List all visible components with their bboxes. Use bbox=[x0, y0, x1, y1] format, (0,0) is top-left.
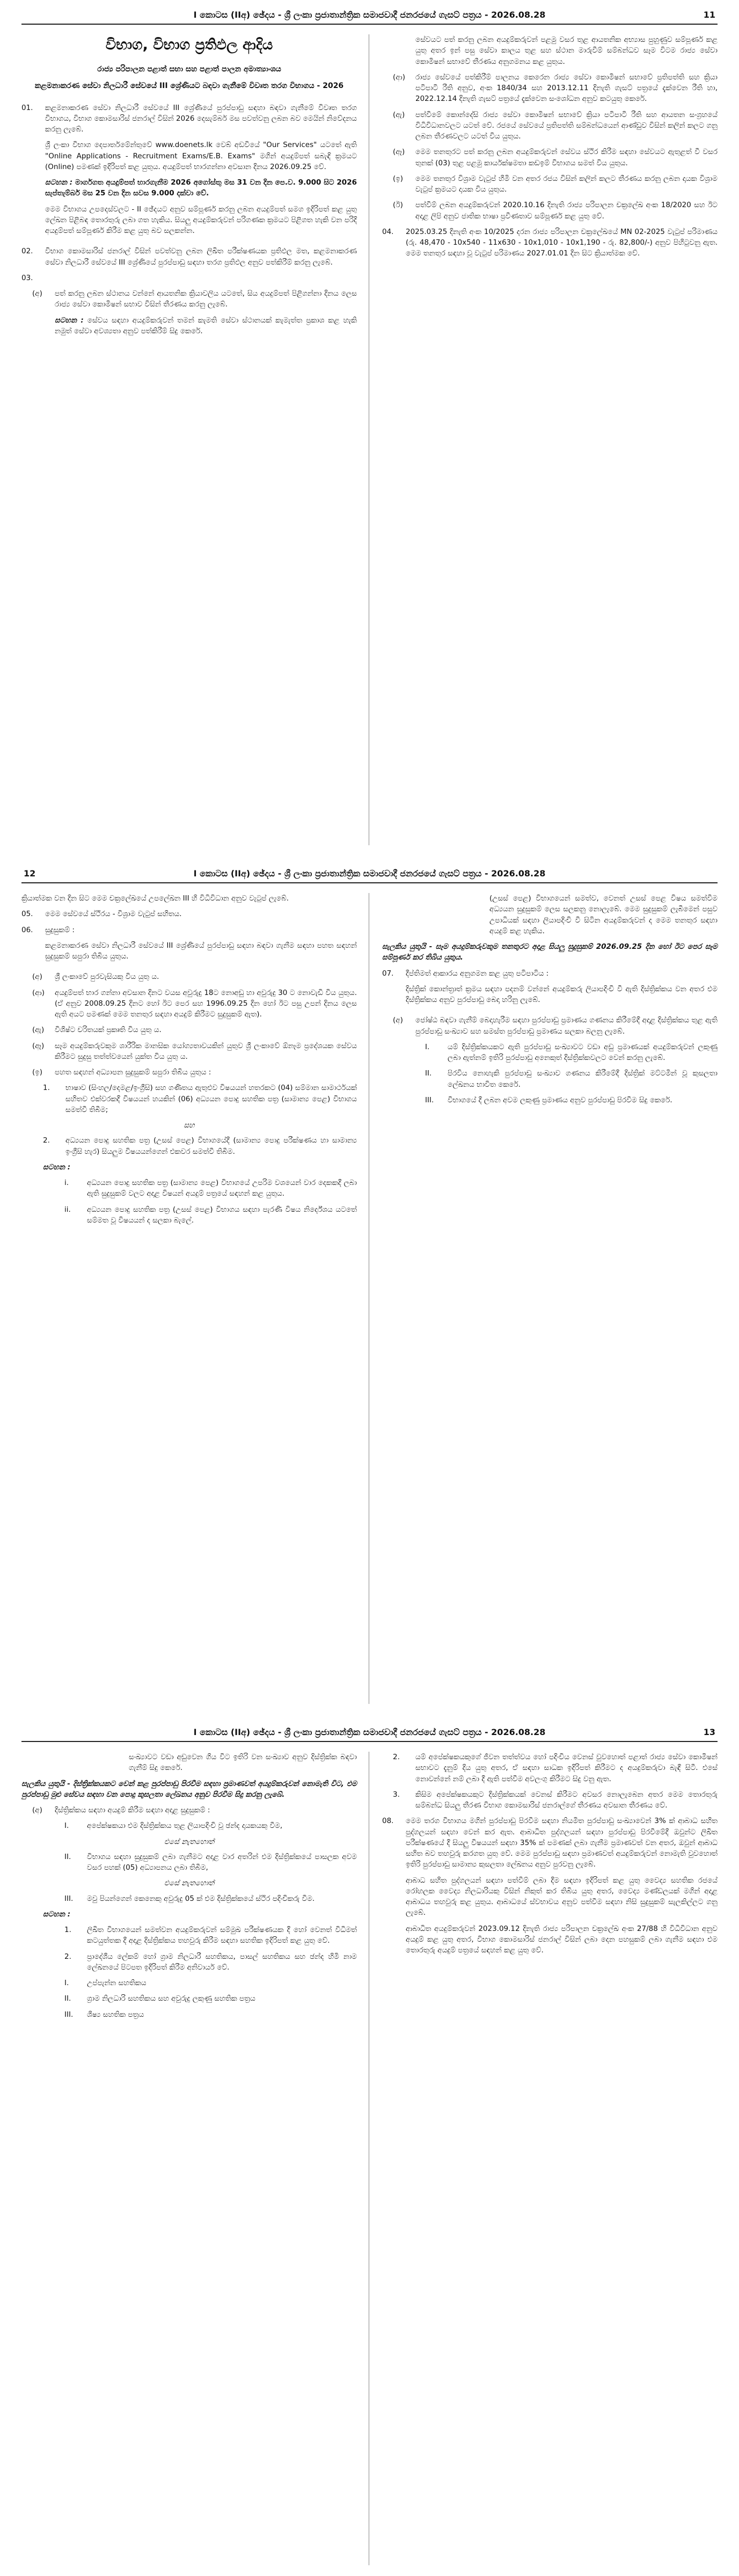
sub-item bbox=[64, 1893, 357, 1904]
clause-ae2 bbox=[393, 147, 718, 169]
clause-a bbox=[393, 1015, 718, 1037]
item-label: I. bbox=[425, 1042, 430, 1051]
item-text: භාෂාව (සිංහල/දෙමළ/ඉංග්‍රීසි) සහ ගණිතය ඇතුළුව විෂයයන් හතරකට (04) සම්මාන සාමාර්ථයක් සහිතව එක්වරකදී විෂයයන් හයකින් (06) අධ්‍යයන පොදු සහතික පත්‍ර (සාමාන්‍ය පෙළ) විභාගය සමත්වී තිබීම; bbox=[65, 1084, 357, 1114]
clause-text: පත්වීමේ කොන්දේසි රාජ්‍ය සේවා කොමිෂන් සභාවේ ක්‍රියා පටිපාටි රීති සහ ආයතන සංග්‍රහයේ විධිවිධානවලට යටත් වේ. රජයේ සේවයේ ප්‍රතිපත්ති සම්බන්ධයෙන් ආණ්ඩුව විසින් කලින් කලට ගනු ලබන තීරණවලට යටත් විය යුතුය. bbox=[415, 110, 718, 141]
paragraph-number: 05. bbox=[21, 910, 33, 919]
clause-text: පත් කරනු ලබන ස්ථානය වන්නේ ආයතනික ක්‍රියාවලිය යටතේ, සිය අයදුම්පත් පිළිගන්නා දිනය ලෙස රාජ්‍ය සේවා කොමිෂන් සභාව විසින් තීරණය කරනු ලැබේ. bbox=[55, 289, 357, 309]
clause-text: පත්වීම් ලබන අයදුම්කරුවන් 2020.10.16 දිනැති රාජ්‍ය පරිපාලන චක්‍රලේඛ අංක 18/2020 සහ ඊට අදාළ ලිපි අනුව ජාතික භාෂා ප්‍රවීණතාව සම්පූර්ණ කළ යුතු වේ. bbox=[415, 201, 718, 221]
page-header bbox=[21, 5, 718, 25]
item-text: අධ්‍යයන පොදු සහතික පත්‍ර (සාමාන්‍ය පෙළ) විභාගයේ උපරිම වශයෙන් වාර දෙකකදී ලබා ඇති සුදුසුකම් වලට අදාළ විෂයන් අයදුම් පත්‍රයේ සඳහන් කළ යුතුය. bbox=[87, 1179, 357, 1198]
left-column bbox=[21, 1752, 357, 2565]
document-item bbox=[64, 1978, 357, 1988]
note-label: සටහන : bbox=[55, 316, 84, 325]
clause-label: (ඇ) bbox=[393, 110, 405, 119]
clause-text: විශිෂ්ට චරිතයක් ප්‍රකෘති විය යුතු ය. bbox=[55, 1026, 162, 1035]
clause-text: ශ්‍රී ලංකාවේ පුරවැසියකු විය යුතු ය. bbox=[55, 972, 159, 982]
gazette-page-13 bbox=[0, 1717, 739, 2576]
note-block bbox=[45, 177, 357, 199]
exam-title: කළමනාකරණ සේවා නිලධාරී සේවයේ III ශ්‍රේණියට බඳවා ගැනීමේ විවෘත තරග විභාගය - 2026 bbox=[34, 81, 344, 90]
clause-aa bbox=[32, 987, 357, 1020]
item-label: III. bbox=[64, 1894, 74, 1903]
clause-label: (ආ) bbox=[393, 72, 405, 82]
item-text: ප්‍රාදේශීය ලේකම් හෝ ග්‍රාම නිලධාරී සහතිකය, පාසල් සහතිකය සහ ඡන්ද හිමි නාම ලේඛනයේ පිටපත ඉදිරිපත් කිරීම අනිවාර්ය වේ. bbox=[87, 1952, 357, 1972]
item-text: යම් දිස්ත්‍රික්කයකට ඇති පුරප්පාඩු සංඛ්‍යාවට වඩා අඩු ප්‍රමාණයක් අයදුම්කරුවන් ලකුණු ලබා ඇත්නම් ඉතිරි පුරප්පාඩු අනෙකුත් දිස්ත්‍රික්කවලට වෙන් කරනු ලැබේ. bbox=[448, 1042, 718, 1062]
sub-item bbox=[64, 1851, 357, 1874]
item-label: II. bbox=[64, 1852, 71, 1861]
sub-item bbox=[425, 1042, 718, 1064]
warning-text: සැලකිය යුතුයි - සෑම අයදුම්කරුවකුම තනතුරට අදාළ සියලු සුදුසුකම් 2026.09.25 දින හෝ ඊට පෙර සෑම සම්පූර්ණ කර තිබිය යුතුය. bbox=[382, 942, 718, 962]
clause-text: සෑම අයදුම්කරුවකුම ශාරීරික මානසික යෝග්‍යතාවයකින් යුතුව ශ්‍රී ලංකාවේ ඕනෑම ප්‍රදේශයක සේවය කිරීමට සුදුසු තත්ත්වයෙන් යුක්ත විය යුතු ය. bbox=[55, 1041, 357, 1061]
paragraph-number: 04. bbox=[382, 227, 394, 236]
clause-ii bbox=[393, 200, 718, 222]
paragraph-text: මෙම තරග විභාගය මගින් පුරප්පාඩු පිරවීම සඳහා නියමිත පුරප්පාඩු සංඛ්‍යාවෙන් 3% ක් ආබාධ සහිත පුද්ගලයන් සඳහා වෙන් කර ඇත. ආබාධිත පුද්ගලයන් සඳහා පුරප්පාඩු පිරවීමේදී ඔවුන්ට ලිඛිත පරීක්ෂණයේ දී සියලු විෂයයන් සඳහා 35% ක් පමණක් ලබා ගැනීම ප්‍රමාණවත් වන අතර, ඔවුන් ආබාධ සහිත බව තහවුරු කරගත යුතු වේ. මෙම පුරප්පාඩු සඳහා ප්‍රමාණවත් අයදුම්කරුවන් නොමැති වුවහොත් ඉතිරි පුරප්පාඩු සාමාන්‍ය කුසලතා ලේඛනය අනුව පුරවනු ලැබේ. bbox=[406, 1817, 718, 1869]
item-label: ii. bbox=[64, 1205, 71, 1214]
note-item bbox=[393, 1789, 718, 1811]
clause-label: (ආ) bbox=[32, 988, 45, 997]
paragraph-04 bbox=[382, 226, 718, 259]
continued-text: සංඛ්‍යාවට වඩා අඩුවෙන ගිය විට ඉතිරි වන සංඛ්‍යාව අනුව දිස්ත්‍රික්ක බඳවා ගැනීම් සිදු කෙරේ. bbox=[129, 1753, 357, 1773]
item-label: 1. bbox=[64, 1926, 71, 1934]
paragraph-text: මෙම විභාගය උපදෙස්වලට - II ඡේදයට අනුව සම්පූර්ණ කරනු ලබන අයදුම්පත් සමග ඉදිරිපත් කළ යුතු ලේඛන පිළිබඳ තොරතුරු ලබා ගත හැකිය. සියලු අයදුම්කරුවන් පරිගණක ක්‍රමයට පිළිගත හැකි වන පරිදි අයදුම්පත් සම්පූර්ණ කිරීම කළ යුතු බව සලකන්න. bbox=[45, 204, 357, 235]
clause-ie bbox=[393, 173, 718, 195]
header-text: I කොටස (IIඅ) ඡේදය - ශ්‍රී ලංකා ප්‍රජාතාන්ත්‍රික සමාජවාදී ජනරජයේ ගැසට් පත්‍රය - 2026.08.28 bbox=[193, 10, 546, 20]
item-text: මවු පියන්ගෙන් කෙනෙකු අවුරුදු 05 ක් එම දිස්ත්‍රික්කයේ ස්ථිර පදිංචිකරු වීම. bbox=[87, 1894, 315, 1903]
item-text: අධ්‍යයන පොදු සහතික පත්‍ර (උසස් පෙළ) විභාගයේදී (සාමාන්‍ය පොදු පරීක්ෂණය හා සාමාන්‍ය ඉංග්‍රීසි හැර) සියලුම විෂයයන්ගෙන් එකවර සමත්වී තිබීම. bbox=[65, 1136, 357, 1156]
item-text: උප්පැන්න සහතිකය bbox=[87, 1979, 147, 1987]
clause-a bbox=[32, 288, 357, 341]
clause-text: රාජ්‍ය සේවයේ පත්කිරීම් පාලනය කෙරෙන රාජ්‍ය සේවා කොමිෂන් සභාවේ ප්‍රතිපත්ති සහ ක්‍රියා පටිපාටි රීති අනුව, අංක 1840/34 සහ 2013.12.11 දිනැති ගැසට් පත්‍රයේ දැක්වෙන රීති හා, 2022.12.14 දිනැති ගැසට් පත්‍රයේ දැක්වෙන සංශෝධන අනුව කටයුතු කෙරේ. bbox=[415, 72, 718, 104]
page-number: 13 bbox=[703, 1727, 715, 1737]
paragraph-text: ශ්‍රී ලංකා විභාග දෙපාර්තමේන්තුවේ www.doenets.lk වෙබ් අඩවියේ "Our Services" යටතේ ඇති "Online Applications - Recruitment Exams/E.B. Exams" මගින් අයදුම්පත් සබැඳි ක්‍රමයට (Online) පමණක් ඉදිරිපත් කළ යුතුය. අයදුම්පත් භාරගන්නා අවසාන දිනය 2026.09.25 වේ. bbox=[45, 141, 357, 171]
clause-label: (අ) bbox=[32, 1806, 42, 1814]
item-label: i. bbox=[64, 1179, 69, 1187]
clause-label: (ඉ) bbox=[32, 1068, 42, 1077]
item-text: ලිඛිත විභාගයෙන් සමත්වන අයදුම්කරුවන් සම්මුඛ පරීක්ෂණයක දී හෝ වෙනත් විධිමත් කටයුත්තක දී අදාළ දිස්ත්‍රික්කය තහවුරු කිරීම සඳහා සහතික ඉදිරිපත් කළ යුතු වේ. bbox=[87, 1926, 357, 1945]
note-label: සටහන : bbox=[45, 178, 73, 187]
note-block bbox=[55, 315, 357, 337]
paragraph-05 bbox=[21, 909, 357, 919]
document-item bbox=[64, 1993, 357, 2004]
paragraph-number: 08. bbox=[382, 1817, 394, 1826]
page-number: 11 bbox=[703, 10, 715, 20]
continued-text: (උසස් පෙළ) විභාගයෙන් සමත්ව, වෙනත් උසස් පෙළ විෂය සමත්වීම අධ්‍යයන සුදුසුකම් ලෙස සලකනු නොලැබේ. මෙම සුදුසුකම් ලැබීමෙන් පසුව උපාධියක් සඳහා ලියාපදිංචි වී සිටින අයදුම්කරුවන් ද මෙම තනතුර සඳහා අයදුම් කළ හැකිය. bbox=[489, 894, 718, 935]
paragraph-06 bbox=[21, 925, 357, 967]
clause-label: (ඉ) bbox=[393, 174, 403, 183]
clause-text: ජෝෂ්ඨ බඳවා ගැනීම් බෙදාහැරීම සඳහා පුරප්පාඩු ප්‍රමාණය ගණනය කිරීමේදී අදාළ දිස්ත්‍රික්කය තුළ ඇති පුරප්පාඩු සංඛ්‍යාව සහ සමස්ත පුරප්පාඩු ප්‍රමාණය සලකා බලනු ලැබේ. bbox=[415, 1016, 718, 1036]
item-text: යම් අපේක්ෂකයකුගේ ජීවන තත්ත්වය හෝ පදිංචිය වෙනස් වුවහොත් පළාත් රාජ්‍ය සේවා කොමිෂන් සභාවට දැනුම් දිය යුතු අතර, ඒ සඳහා සාධක ඉදිරිපත් කිරීමට ද අයදුම්කරුවා බැඳී සිටී. එසේ නොවන්නේ නම් ලබා දී ඇති පත්වීම අවලංගු කිරීමට සිදු වනු ඇත. bbox=[415, 1753, 718, 1783]
note-label: සටහන : bbox=[43, 1909, 71, 1919]
paragraph-text: 2025.03.25 දිනැති අංක 10/2025 දරන රාජ්‍ය පරිපාලන චක්‍රලේඛයේ MN 02-2025 වැටුප් පරිමාණය (රු. 48,470 - 10x540 - 11x630 - 10x1,010 - 10x1,190 - රු. 82,800/-) අනුව පිහිටුවනු ඇත. මෙම තනතුර සඳහා වූ වැටුප් පරිමාණය 2027.01.01 දින සිට ක්‍රියාත්මක වේ. bbox=[406, 227, 718, 258]
item-text: ශිෂ්‍ය සහතික පත්‍රය bbox=[87, 2010, 144, 2019]
paragraph-heading: දීප්තිමත් ආකාරය අනුගමන කළ යුතු පටිපාටිය : bbox=[406, 969, 549, 978]
clause-label: (ඊ) bbox=[393, 201, 403, 210]
item-label: 2. bbox=[64, 1952, 71, 1961]
clause-text: මෙම තනතුර විශ්‍රාම වැටුප් හිමි වන අතර රජය විසින් කලින් කලට තීරණය කරනු ලබන දායක විශ්‍රාම වැටුප් ක්‍රමයට දායක විය යුතුය. bbox=[415, 174, 718, 194]
paragraph-text: මෙම සේවයේ ස්ථිරය - විශ්‍රාම වැටුප් සහිතය. bbox=[45, 910, 182, 919]
clause-ae bbox=[393, 109, 718, 142]
qualification-2 bbox=[43, 1135, 357, 1157]
clause-text: දිස්ත්‍රික්කය සඳහා අයදුම් කිරීම සඳහා අදාළ සුදුසුකම් : bbox=[55, 1806, 210, 1814]
item-label: 2. bbox=[393, 1753, 400, 1761]
note-label: සටහන : bbox=[43, 1162, 71, 1172]
note-item bbox=[64, 1177, 357, 1199]
clause-label: (අ) bbox=[393, 1016, 403, 1025]
note-item bbox=[64, 1924, 357, 1946]
paragraph-text: විභාග කොමසාරිස් ජනරාල් විසින් පවත්වනු ලබන ලිඛිත පරීක්ෂණයක ප්‍රතිඵල මත, කළමනාකරණ සේවා නිලධාරී සේවයේ III ශ්‍රේණියේ පුරප්පාඩු සඳහා තරග ප්‍රතිඵල අනුව පත්කිරීම් කරනු ලැබේ. bbox=[45, 247, 357, 267]
clause-a bbox=[32, 971, 357, 982]
document-item bbox=[64, 2009, 357, 2020]
conjunction: එසේ නැතහොත් bbox=[164, 1837, 215, 1846]
clause-ae2 bbox=[32, 1041, 357, 1063]
sub-item bbox=[425, 1068, 718, 1090]
gazette-page-12 bbox=[0, 859, 739, 1715]
clause-ae bbox=[32, 1024, 357, 1035]
item-text: ග්‍රාම නිලධාරි සහතිකය සහ අවුරුදු ලකුණු සහතික පත්‍රය bbox=[87, 1994, 255, 2003]
left-column bbox=[21, 893, 357, 1704]
paragraph-number: 02. bbox=[21, 247, 33, 256]
note-text: මාර්ගගත අයදුම්පත් භාරගැනීම 2026 අගෝස්තු මස 31 වන දින පෙ.ව. 9.000 සිට 2026 සැප්තැම්බර් මස 25 වන දින සවස 9.000 දක්වා වේ. bbox=[45, 178, 357, 198]
warning-text: සැලකිය යුතුයි - දිස්ත්‍රික්කයකට වෙන් කළ පුරප්පාඩු පිරවීම සඳහා ප්‍රමාණවත් අයදුම්කරුවන් නොමැති විට, එම පුරප්පාඩු මුළු සේවය සඳහා වන පොදු කුසලතා ලේඛනය අනුව පිරවීම සිදු කරනු ලැබේ. bbox=[21, 1779, 357, 1799]
gazette-page-11 bbox=[0, 0, 739, 856]
paragraph-heading: සුදුසුකම් : bbox=[45, 925, 75, 934]
clause-aa bbox=[393, 72, 718, 105]
paragraph-07 bbox=[382, 968, 718, 1011]
item-label: I. bbox=[64, 1821, 69, 1831]
item-text: විභාගය සඳහා සුදුසුකම් ලබා ගැනීමට අදාළ වාර අතරින් එම දිස්ත්‍රික්කයේ පාසලක අවම වසර පහක් (05) අධ්‍යාපනය ලබා තිබීම, bbox=[87, 1852, 357, 1872]
paragraph-text: ආබාධිත අයදුම්කරුවන් 2023.09.12 දිනැති රාජ්‍ය පරිපාලන චක්‍රලේඛ අංක 27/88 හි විධිවිධාන අනුව අයදුම් කළ යුතු අතර, විභාග කොමසාරිස් ජනරාල් විසින් ලබා දෙන පහසුකම් ලබා ගැනීම සඳහා එම තොරතුරු අයදුම් පත්‍රයේ සඳහන් කළ යුතු වේ. bbox=[406, 1924, 718, 1955]
clause-text: අයදුම්පත් භාර ගන්නා අවසාන දිනට වයස අවුරුදු 18ට නොඅඩු හා අවුරුදු 30 ට නොවැඩි විය යුතුය. (ඒ අනුව 2008.09.25 දිනට හෝ ඊට පෙර සහ 1996.09.25 දින හෝ ඊට පසු උපන් දිනය ලෙස ඇති අයට පමණක් මෙම තනතුර සඳහා අයදුම් කිරීමට සුදුසුකම් ඇත). bbox=[55, 988, 357, 1019]
item-label: I. bbox=[64, 1979, 69, 1987]
item-label: II. bbox=[64, 1994, 71, 2003]
paragraph-text: කළමනාකරණ සේවා නිලධාරී සේවයේ III ශ්‍රේණියේ පුරප්පාඩු සඳහා බඳවා ගැනීම සඳහා පහත සඳහන් සුදුසුකම් සපුරා තිබිය යුතුය. bbox=[45, 941, 357, 961]
paragraph-number: 03. bbox=[21, 273, 33, 282]
page-header bbox=[21, 864, 718, 883]
paragraph-03 bbox=[21, 273, 357, 283]
item-text: අපේක්ෂකයා එම දිස්ත්‍රික්කය තුළ ලියාපදිංචි වූ ඡන්ද දායකයකු වීම, bbox=[87, 1821, 283, 1831]
right-column bbox=[382, 893, 718, 1704]
paragraph-01 bbox=[21, 103, 357, 241]
continued-text: සේවයට පත් කරනු ලබන අයදුම්කරුවන් පළමු වසර තුළ ආයතනික අභ්‍යාස පුහුණුව සම්පූර්ණ කළ යුතු අතර ඉන් පසු සේවා කාලය තුළ සහ ස්ථාන මාරුවීම් සම්බන්ධව සෑම විටම රාජ්‍ය සේවා කොමිෂන් සභාවේ තීරණය අනුගමනය කළ යුතුය. bbox=[415, 35, 718, 66]
page-header bbox=[21, 1723, 718, 1742]
item-label: III. bbox=[425, 1095, 434, 1104]
item-label: 1. bbox=[43, 1084, 50, 1093]
note-text: සේවය සඳහා අයදුම්කරුවන් තමන් කැමති සේවා ස්ථානයක් කැමැත්ත ප්‍රකාශ කළ හැකි නමුත් සේවා අවශ්‍යතා අනුව පත්කිරීම් සිදු කෙරේ. bbox=[55, 316, 357, 335]
right-column bbox=[382, 1752, 718, 2565]
clause-ie bbox=[32, 1067, 357, 1078]
paragraph-number: 07. bbox=[382, 969, 394, 978]
paragraph-08 bbox=[382, 1816, 718, 1960]
ministry-name: රාජ්‍ය පරිපාලන පළාත් සභා සහ පළාත් පාලන අමාත්‍යාංශය bbox=[97, 64, 281, 74]
right-column bbox=[382, 34, 718, 845]
paragraph-number: 01. bbox=[21, 103, 33, 112]
clause-text: පහත සඳහන් අධ්‍යාපන සුදුසුකම් සපුරා තිබිය යුතුය : bbox=[55, 1068, 211, 1077]
paragraph-text: දිස්ත්‍රික් කොන්ත්‍රාත් ක්‍රමය සඳහා පදනම් වන්නේ අයදුම්කරු ලියාපදිංචි වී ඇති දිස්ත්‍රික්කය වන අතර එම දිස්ත්‍රික්කය අනුව පුරප්පාඩු බෙදා හරිනු ලැබේ. bbox=[406, 984, 718, 1004]
left-column bbox=[21, 34, 357, 845]
item-text: විභාගයේ දී ලබන අවම ලකුණු ප්‍රමාණය අනුව පුරප්පාඩු පිරවීම සිදු කෙරේ. bbox=[448, 1095, 672, 1104]
item-text: අධ්‍යයන පොදු සහතික පත්‍ර (උසස් පෙළ) විභාගය සඳහා පැරණි විෂය නිර්දේශය යටතේ සම්මත වූ විෂයයන් ද සලකා බැලේ. bbox=[87, 1205, 357, 1225]
header-text: I කොටස (IIඅ) ඡේදය - ශ්‍රී ලංකා ප්‍රජාතාන්ත්‍රික සමාජවාදී ජනරජයේ ගැසට් පත්‍රය - 2026.08.28 bbox=[193, 868, 546, 879]
paragraph-02 bbox=[21, 246, 357, 268]
continued-text: ක්‍රියාත්මක වන දින සිට මෙම චක්‍රලේඛයේ උපලේඛන III හි විධිවිධාන අනුව වැටුප් ලැබේ. bbox=[21, 894, 289, 903]
note-item bbox=[64, 1204, 357, 1226]
paragraph-text: ආබාධ සහිත පුද්ගලයන් සඳහා පත්වීම් ලබා දීම සඳහා ඉදිරිපත් කළ යුතු වෛද්‍ය සහතික රජයේ රෝහලක වෛද්‍ය නිලධාරියකු විසින් නිකුත් කර තිබිය යුතු අතර, වෛද්‍ය මණ්ඩලයක් මගින් අදාළ ආබාධය තහවුරු කළ යුතුය. ආබාධයේ ස්වභාවය අනුව පත්වීම සඳහා නිසි සුදුසුකම් සැලකිල්ලට ගනු ලැබේ. bbox=[406, 1876, 718, 1918]
item-label: 2. bbox=[43, 1136, 50, 1145]
item-text: කිසිම අපේක්ෂකයකුට දිස්ත්‍රික්කයක් වෙනස් කිරීමට අවසර නොලැබෙන අතර මෙම තොරතුරු සම්බන්ධ සියලු තීරණ විභාග කොමසාරිස් ජනරාල්ගේ තීරණය අවසාන තීරණය වේ. bbox=[415, 1790, 718, 1810]
section-title: විභාග, විභාග ප්‍රතිඵල ආදිය bbox=[105, 36, 273, 53]
paragraph-text: කළමනාකරණ සේවා නිලධාරී සේවයේ III ශ්‍රේණියේ පුරප්පාඩු සඳහා බඳවා ගැනීමේ විවෘත තරග විභාගය, විභාග කොමසාරිස් ජනරාල් විසින් 2026 දෙසැම්බර් මස පවත්වනු ලබන බව මෙයින් නිවේදනය කරනු ලැබේ. bbox=[45, 103, 357, 134]
item-label: III. bbox=[64, 2010, 74, 2019]
note-item bbox=[393, 1752, 718, 1784]
clause-label: (ඈ) bbox=[32, 1041, 45, 1050]
page-number: 12 bbox=[24, 868, 36, 879]
clause-label: (අ) bbox=[32, 289, 42, 298]
conjunction: සහ bbox=[184, 1121, 195, 1130]
sub-item bbox=[64, 1820, 357, 1831]
item-text: පිරවිය නොහැකි පුරප්පාඩු සංඛ්‍යාව ගණනය කිරීමේදී දිස්ත්‍රික් මට්ටමින් වූ කුසලතා ලේඛනය භාවිත කෙරේ. bbox=[448, 1069, 718, 1089]
clause-label: (ඇ) bbox=[32, 1026, 45, 1035]
clause-label: (අ) bbox=[32, 972, 42, 982]
paragraph-number: 06. bbox=[21, 925, 33, 934]
conjunction: එසේ නැතහොත් bbox=[164, 1879, 215, 1888]
sub-item bbox=[425, 1095, 718, 1106]
note-item bbox=[64, 1951, 357, 1973]
qualification-1 bbox=[43, 1082, 357, 1115]
header-text: I කොටස (IIඅ) ඡේදය - ශ්‍රී ලංකා ප්‍රජාතාන්ත්‍රික සමාජවාදී ජනරජයේ ගැසට් පත්‍රය - 2026.08.28 bbox=[193, 1727, 546, 1737]
clause-label: (ඈ) bbox=[393, 148, 405, 157]
item-label: 3. bbox=[393, 1790, 400, 1799]
clause-text: මෙම තනතුරට පත් කරනු ලබන අයදුම්කරුවන් සේවය ස්ථිර කිරීම සඳහා සේවයට ඇතුළත් වී වසර තුනක් (03) තුළ පළමු කාර්යක්ෂමතා කඩඉම් විභාගය සමත් විය යුතුය. bbox=[415, 148, 718, 167]
item-label: II. bbox=[425, 1069, 432, 1078]
clause-a bbox=[32, 1805, 357, 1816]
